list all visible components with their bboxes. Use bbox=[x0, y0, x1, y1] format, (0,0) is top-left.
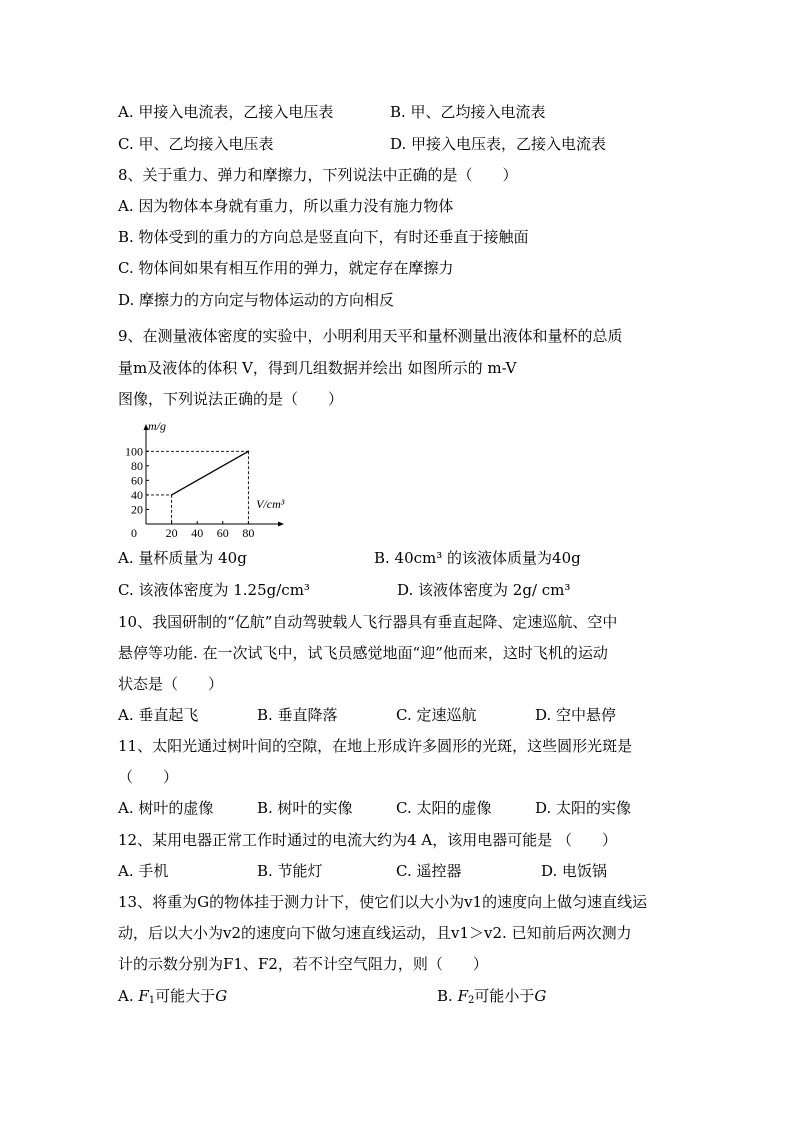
q9-option-c: C. 该液体密度为 1.25g/cm³ bbox=[118, 581, 310, 599]
x-axis-label: V/cm³ bbox=[256, 497, 285, 511]
x-axis-arrow bbox=[278, 522, 284, 527]
q12-stem: 12、某用电器正常工作时通过的电流大约为4 A，该用电器可能是 （ ） bbox=[118, 831, 618, 849]
q12-option-b: B. 节能灯 bbox=[257, 862, 323, 880]
q9-stem-line3: 图像，下列说法正确的是（ ） bbox=[118, 390, 344, 408]
q11-stem-line2: （ ） bbox=[118, 768, 179, 786]
q11-option-d: D. 太阳的实像 bbox=[535, 799, 632, 817]
q10-option-a: A. 垂直起飞 bbox=[118, 706, 199, 724]
x-tick-label: 0 bbox=[131, 526, 137, 540]
q7-option-d: D. 甲接入电压表，乙接入电流表 bbox=[390, 135, 607, 153]
q12-option-c: C. 遥控器 bbox=[396, 862, 462, 880]
q8-option-c: C. 物体间如果有相互作用的弹力，就定存在摩擦力 bbox=[118, 259, 454, 277]
mass-volume-chart bbox=[118, 420, 298, 540]
y-tick-label: 40 bbox=[131, 487, 143, 502]
q11-stem-line1: 11、太阳光通过树叶间的空隙，在地上形成许多圆形的光斑，这些圆形光斑是 bbox=[118, 737, 633, 755]
q8-option-b: B. 物体受到的重力的方向总是竖直向下，有时还垂直于接触面 bbox=[118, 228, 529, 246]
q9-stem-line1: 9、在测量液体密度的实验中，小明利用天平和量杯测量出液体和量杯的总质 bbox=[118, 327, 623, 345]
q12-option-d: D. 电饭锅 bbox=[541, 862, 608, 880]
q10-stem-line1: 10、我国研制的“亿航”自动驾驶载人飞行器具有垂直起降、定速巡航、空中 bbox=[118, 613, 618, 631]
q12-option-a: A. 手机 bbox=[118, 862, 169, 880]
q10-stem-line2: 悬停等功能. 在一次试飞中，试飞员感觉地面“迎”他而来，这时飞机的运动 bbox=[118, 644, 608, 662]
y-tick-label: 100 bbox=[125, 444, 143, 459]
x-tick-label: 60 bbox=[216, 526, 229, 540]
x-tick-label: 40 bbox=[191, 526, 204, 540]
q13-stem-line1: 13、将重为G的物体挂于测力计下，使它们以大小为v1的速度向上做匀速直线运 bbox=[118, 893, 648, 911]
x-tick-label: 80 bbox=[242, 526, 255, 540]
q9-option-d: D. 该液体密度为 2g/ cm³ bbox=[397, 581, 571, 599]
q13-option-a: A. $F_1$可能大于G bbox=[118, 987, 228, 1006]
q7-option-c: C. 甲、乙均接入电压表 bbox=[118, 135, 274, 153]
q9-option-b: B. 40cm³ 的该液体质量为40g bbox=[374, 549, 581, 567]
q10-option-c: C. 定速巡航 bbox=[396, 706, 477, 724]
q13-stem-line3: 计的示数分别为F1、F2，若不计空气阻力，则（ ） bbox=[118, 955, 488, 973]
q9-option-a: A. 量杯质量为 40g bbox=[118, 549, 247, 567]
q11-option-a: A. 树叶的虚像 bbox=[118, 799, 214, 817]
q13-option-b: B. $F_2$可能小于G bbox=[437, 987, 547, 1006]
q8-option-a: A. 因为物体本身就有重力，所以重力没有施力物体 bbox=[118, 197, 454, 215]
data-line bbox=[172, 451, 249, 495]
chart-plot-area bbox=[125, 420, 285, 540]
q11-option-c: C. 太阳的虚像 bbox=[396, 799, 492, 817]
y-tick-label: 60 bbox=[131, 473, 143, 488]
q7-option-b: B. 甲、乙均接入电流表 bbox=[390, 103, 546, 121]
y-axis-label: m/g bbox=[148, 420, 166, 433]
y-tick-label: 20 bbox=[131, 502, 143, 517]
q11-option-b: B. 树叶的实像 bbox=[257, 799, 353, 817]
data-point bbox=[171, 494, 173, 496]
q8-stem: 8、关于重力、弹力和摩擦力，下列说法中正确的是（ ） bbox=[118, 166, 518, 184]
q7-option-a: A. 甲接入电流表，乙接入电压表 bbox=[118, 103, 334, 121]
q13-stem-line2: 动，后以大小为v2的速度向下做匀速直线运动，且v1＞v2. 已知前后两次测力 bbox=[118, 924, 632, 942]
y-tick-label: 80 bbox=[131, 458, 143, 473]
q10-stem-line3: 状态是（ ） bbox=[118, 675, 224, 693]
q8-option-d: D. 摩擦力的方向定与物体运动的方向相反 bbox=[118, 291, 395, 309]
q10-option-b: B. 垂直降落 bbox=[257, 706, 338, 724]
x-tick-label: 20 bbox=[165, 526, 178, 540]
q10-option-d: D. 空中悬停 bbox=[535, 706, 617, 724]
q9-stem-line2: 量m及液体的体积 V，得到几组数据并绘出 如图所示的 m-V bbox=[118, 359, 517, 377]
data-point bbox=[248, 450, 250, 452]
